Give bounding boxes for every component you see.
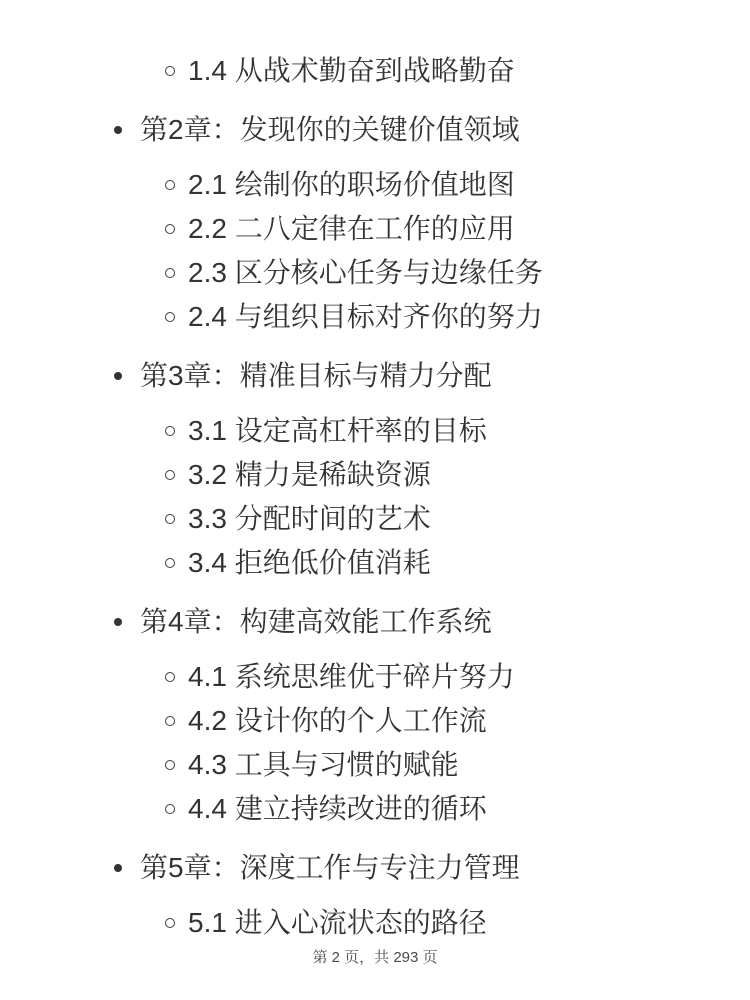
toc-item-label: 4.4 建立持续改进的循环 [188,793,487,824]
toc-section-item [0,743,750,787]
toc-item-label: 3.4 拒绝低价值消耗 [188,547,431,578]
circle-bullet-icon [165,716,175,726]
toc-item-label: 5.1 进入心流状态的路径 [188,907,487,938]
toc-item-label: 第4章：构建高效能工作系统 [140,606,492,637]
disc-bullet-icon [114,864,122,872]
circle-bullet-icon [165,268,175,278]
toc-section-item [0,699,750,743]
toc-chapter-item [0,108,750,152]
toc-item-label: 4.1 系统思维优于碎片努力 [188,661,515,692]
toc-item-label: 1.4 从战术勤奋到战略勤奋 [188,55,515,86]
toc-item-label: 第2章：发现你的关键价值领域 [140,114,520,145]
circle-bullet-icon [165,672,175,682]
toc-section-item [0,163,750,207]
circle-bullet-icon [165,180,175,190]
circle-bullet-icon [165,470,175,480]
toc-section-item [0,453,750,497]
toc-item-label: 3.2 精力是稀缺资源 [188,459,431,490]
page-number-footer: 第 2 页，共 293 页 [312,949,438,966]
circle-bullet-icon [165,312,175,322]
toc-item-label: 第5章：深度工作与专注力管理 [140,852,520,883]
toc-item-label: 2.1 绘制你的职场价值地图 [188,169,515,200]
toc-section-item [0,541,750,585]
toc-item-label: 3.1 设定高杠杆率的目标 [188,415,487,446]
toc-section-item [0,49,750,93]
toc-section-item [0,497,750,541]
circle-bullet-icon [165,918,175,928]
toc-chapter-item [0,846,750,890]
toc-chapter-item [0,600,750,644]
circle-bullet-icon [165,224,175,234]
circle-bullet-icon [165,66,175,76]
disc-bullet-icon [114,126,122,134]
toc-item-label: 第3章：精准目标与精力分配 [140,360,492,391]
circle-bullet-icon [165,514,175,524]
circle-bullet-icon [165,426,175,436]
toc-section-item [0,787,750,831]
toc-item-label: 4.2 设计你的个人工作流 [188,705,487,736]
toc-item-label: 4.3 工具与习惯的赋能 [188,749,459,780]
circle-bullet-icon [165,558,175,568]
toc-item-label: 3.3 分配时间的艺术 [188,503,431,534]
toc-section-item [0,207,750,251]
toc-section-item [0,655,750,699]
toc-section-item [0,409,750,453]
circle-bullet-icon [165,760,175,770]
toc-section-item [0,901,750,945]
toc-item-label: 2.2 二八定律在工作的应用 [188,213,515,244]
circle-bullet-icon [165,804,175,814]
toc-section-item [0,251,750,295]
toc-item-label: 2.3 区分核心任务与边缘任务 [188,257,543,288]
disc-bullet-icon [114,618,122,626]
toc-section-item [0,295,750,339]
toc-chapter-item [0,354,750,398]
toc-item-label: 2.4 与组织目标对齐你的努力 [188,301,543,332]
disc-bullet-icon [114,372,122,380]
